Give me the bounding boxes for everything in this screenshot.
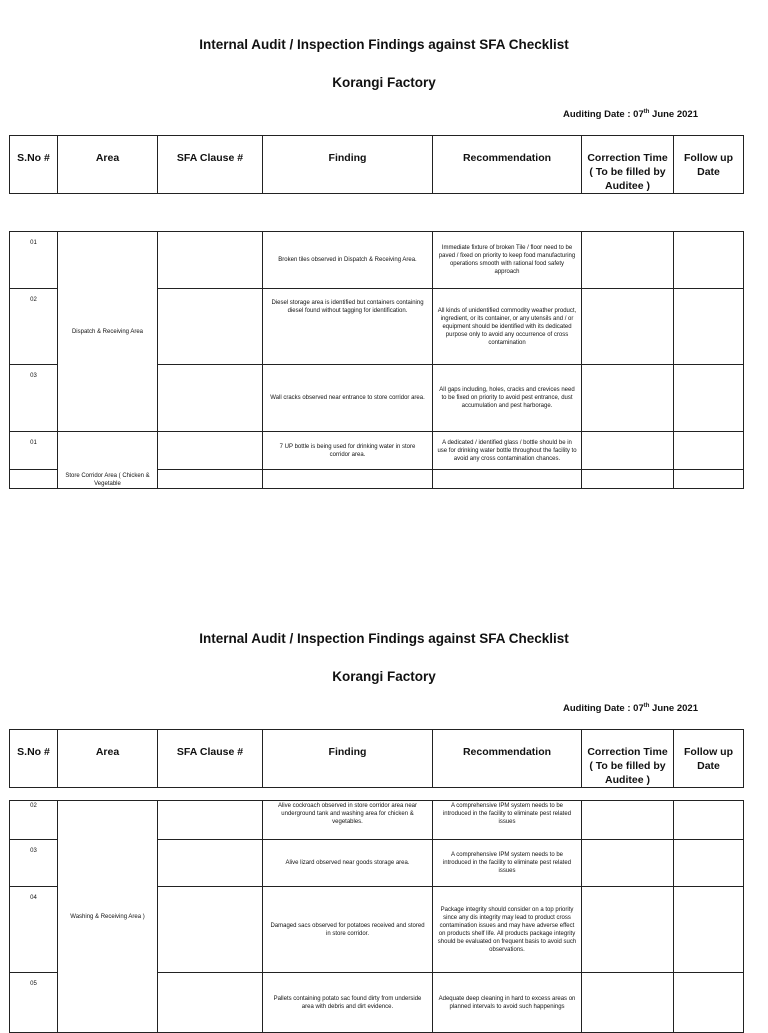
row-sno: 02 bbox=[10, 801, 58, 840]
header-follow-up: Follow up Date bbox=[674, 136, 744, 194]
row-recommendation: Adequate deep cleaning in hard to excess areas on planned intervals to avoid such happenings bbox=[433, 973, 582, 1033]
header-follow-up: Follow up Date bbox=[674, 730, 744, 788]
row-finding: Broken tiles observed in Dispatch & Receiving Area. bbox=[263, 232, 433, 289]
row-recommendation bbox=[433, 470, 582, 489]
page-subtitle: Korangi Factory bbox=[332, 75, 436, 90]
row-recommendation: All kinds of unidentified commodity weather product, ingredient, or its container, or any utensils and / or equipment should be identified with its dedicated purpose only to avoid any occurrence of cross contamination bbox=[433, 289, 582, 365]
row-clause bbox=[158, 801, 263, 840]
row-sno: 05 bbox=[10, 973, 58, 1033]
header-clause: SFA Clause # bbox=[158, 136, 263, 194]
row-clause bbox=[158, 470, 263, 489]
row-sno: 03 bbox=[10, 840, 58, 887]
row-finding: Pallets containing potato sac found dirty from underside area with debris and dirt evidence. bbox=[263, 973, 433, 1033]
row-correction-time bbox=[582, 432, 674, 470]
row-sno: 03 bbox=[10, 365, 58, 432]
page-subtitle: Korangi Factory bbox=[332, 669, 436, 684]
header-table bbox=[9, 135, 744, 194]
row-finding: 7 UP bottle is being used for drinking water in store corridor area. bbox=[263, 432, 433, 470]
row-follow-up bbox=[674, 840, 744, 887]
table-row bbox=[10, 801, 744, 840]
row-area: Dispatch & Receiving Area bbox=[58, 232, 158, 432]
row-clause bbox=[158, 232, 263, 289]
table-row bbox=[10, 432, 744, 470]
row-recommendation: Package integrity should consider on a top priority since any dis integrity may lead to product cross contamination issues and may have adverse effect on products shelf life. All products package integrity should be evaluated on frequent basis to avoid such observations. bbox=[433, 887, 582, 973]
header-correction-time: Correction Time ( To be filled by Auditee ) bbox=[582, 136, 674, 194]
row-correction-time bbox=[582, 470, 674, 489]
row-recommendation: Immediate fixture of broken Tile / floor need to be paved / fixed on priority to keep food manufacturing operations smooth with rational food safety approach bbox=[433, 232, 582, 289]
table-row bbox=[10, 232, 744, 289]
row-correction-time bbox=[582, 840, 674, 887]
row-finding: Damaged sacs observed for potatoes received and stored in store corridor. bbox=[263, 887, 433, 973]
row-correction-time bbox=[582, 232, 674, 289]
row-sno: 01 bbox=[10, 232, 58, 289]
row-follow-up bbox=[674, 887, 744, 973]
row-finding: Alive lizard observed near goods storage area. bbox=[263, 840, 433, 887]
page-title: Internal Audit / Inspection Findings against SFA Checklist bbox=[199, 631, 569, 646]
row-clause bbox=[158, 289, 263, 365]
row-sno: 04 bbox=[10, 887, 58, 973]
row-finding: Wall cracks observed near entrance to store corridor area. bbox=[263, 365, 433, 432]
row-area: Store Corridor Area ( Chicken & Vegetable bbox=[58, 432, 158, 489]
header-finding: Finding bbox=[263, 136, 433, 194]
row-recommendation: A comprehensive IPM system needs to be introduced in the facility to eliminate pest related issues bbox=[433, 840, 582, 887]
header-clause: SFA Clause # bbox=[158, 730, 263, 788]
page-title: Internal Audit / Inspection Findings against SFA Checklist bbox=[199, 37, 569, 52]
row-follow-up bbox=[674, 470, 744, 489]
row-area: Washing & Receiving Area ) bbox=[58, 801, 158, 1033]
row-finding: Alive cockroach observed in store corridor area near underground tank and washing area for chicken & vegetables. bbox=[263, 801, 433, 840]
row-recommendation: A comprehensive IPM system needs to be introduced in the facility to eliminate pest related issues bbox=[433, 801, 582, 840]
row-sno: 02 bbox=[10, 289, 58, 365]
row-correction-time bbox=[582, 365, 674, 432]
row-correction-time bbox=[582, 289, 674, 365]
row-finding bbox=[263, 470, 433, 489]
row-finding: Diesel storage area is identified but containers containing diesel found without tagging for identification. bbox=[263, 289, 433, 365]
row-clause bbox=[158, 887, 263, 973]
row-sno bbox=[10, 470, 58, 489]
header-sno: S.No # bbox=[10, 730, 58, 788]
row-follow-up bbox=[674, 365, 744, 432]
row-recommendation: All gaps including, holes, cracks and crevices need to be fixed on priority to avoid pest entrance, dust accumulation and pest harborage. bbox=[433, 365, 582, 432]
header-sno: S.No # bbox=[10, 136, 58, 194]
findings-table bbox=[9, 231, 744, 489]
header-area: Area bbox=[58, 136, 158, 194]
row-recommendation: A dedicated / identified glass / bottle should be in use for drinking water bottle throughout the facility to avoid any cross contamination chances. bbox=[433, 432, 582, 470]
row-follow-up bbox=[674, 289, 744, 365]
row-clause bbox=[158, 365, 263, 432]
auditing-date: Auditing Date : 07th June 2021 bbox=[562, 109, 698, 121]
header-table bbox=[9, 729, 744, 788]
row-clause bbox=[158, 432, 263, 470]
row-clause bbox=[158, 840, 263, 887]
header-finding: Finding bbox=[263, 730, 433, 788]
header-area: Area bbox=[58, 730, 158, 788]
auditing-date: Auditing Date : 07th June 2021 bbox=[562, 703, 698, 715]
row-follow-up bbox=[674, 232, 744, 289]
header-recommendation: Recommendation bbox=[433, 136, 582, 194]
row-follow-up bbox=[674, 801, 744, 840]
row-correction-time bbox=[582, 887, 674, 973]
header-recommendation: Recommendation bbox=[433, 730, 582, 788]
row-follow-up bbox=[674, 432, 744, 470]
header-correction-time: Correction Time ( To be filled by Auditee ) bbox=[582, 730, 674, 788]
row-correction-time bbox=[582, 801, 674, 840]
findings-table bbox=[9, 800, 744, 1033]
row-sno: 01 bbox=[10, 432, 58, 470]
